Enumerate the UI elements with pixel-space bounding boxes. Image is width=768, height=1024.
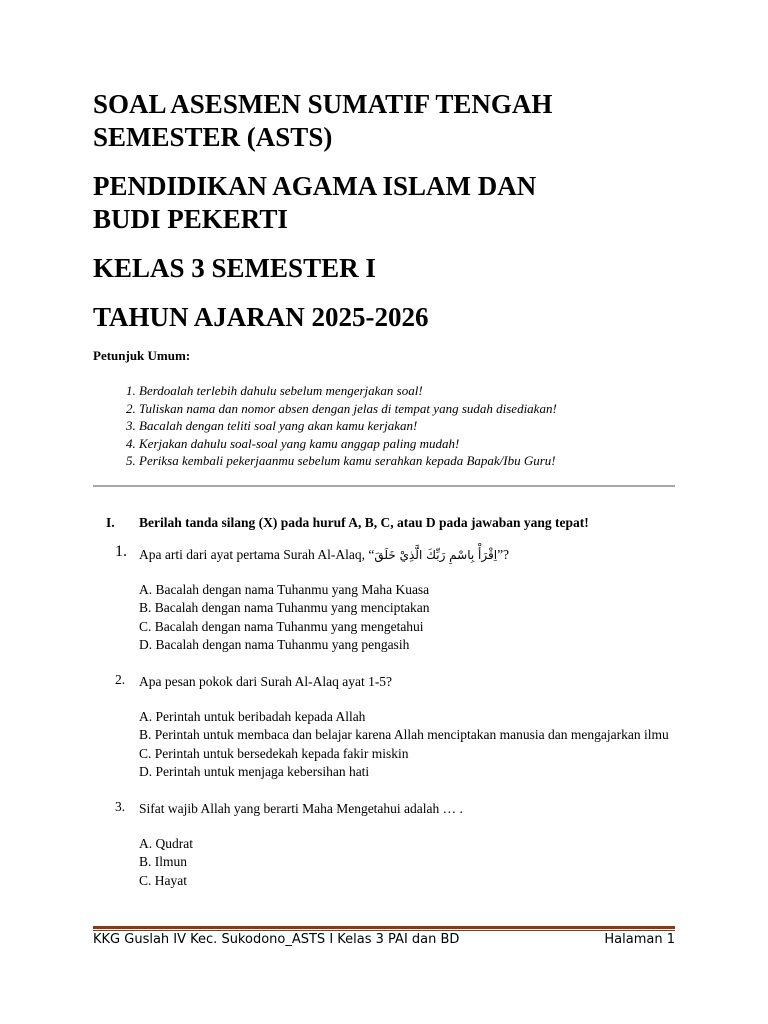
title-line-1: SOAL ASESMEN SUMATIF TENGAH SEMESTER (ASTS)	[93, 89, 553, 152]
instruction-item: 3. Bacalah dengan teliti soal yang akan kamu kerjakan!	[139, 417, 675, 435]
answer-option[interactable]: B. Perintah untuk membaca dan belajar karena Allah menciptakan manusia dan mengajarkan ilmu	[139, 727, 669, 742]
question-2	[93, 672, 675, 782]
question-text-after: ”?	[497, 546, 510, 562]
instruction-item: 5. Periksa kembali pekerjaanmu sebelum kamu serahkan kepada Bapak/Ibu Guru!	[139, 452, 675, 470]
answer-option[interactable]: B. Ilmun	[139, 854, 188, 869]
title-line-3: KELAS 3 SEMESTER I	[93, 253, 376, 283]
instruction-item: 4. Kerjakan dahulu soal-soal yang kamu anggap paling mudah!	[139, 435, 675, 453]
answer-option[interactable]: A. Bacalah dengan nama Tuhanmu yang Maha Kuasa	[139, 581, 430, 597]
answer-options	[139, 835, 675, 891]
section-instruction: Berilah tanda silang (X) pada huruf A, B, C, atau D pada jawaban yang tepat!	[139, 514, 589, 530]
question-number: 2.	[115, 671, 126, 687]
instructions-label: Petunjuk Umum:	[93, 348, 191, 363]
title-line-4: TAHUN AJARAN 2025-2026	[93, 302, 429, 332]
question-text: Sifat wajib Allah yang berarti Maha Mengetahui adalah … .	[139, 800, 463, 816]
section-divider	[93, 485, 675, 487]
section-heading	[93, 515, 675, 531]
arabic-verse: اِقْرَأْ بِاسْمِ رَبِّكَ الَّذِيْ خَلَقَ	[374, 547, 498, 562]
title-line-2: PENDIDIKAN AGAMA ISLAM DAN BUDI PEKERTI	[93, 171, 537, 234]
answer-options	[139, 708, 675, 782]
answer-options	[139, 581, 675, 655]
page-number: Halaman 1	[604, 932, 675, 947]
instructions-list	[93, 382, 675, 470]
footer-left-text: KKG Guslah IV Kec. Sukodono_ASTS I Kelas 3 PAI dan BD	[93, 932, 460, 947]
answer-option[interactable]: A. Qudrat	[139, 835, 193, 851]
answer-option[interactable]: B. Bacalah dengan nama Tuhanmu yang menciptakan	[139, 600, 430, 615]
question-text	[139, 545, 675, 565]
answer-option[interactable]: D. Bacalah dengan nama Tuhanmu yang pengasih	[139, 637, 410, 652]
answer-option[interactable]: C. Bacalah dengan nama Tuhanmu yang mengetahui	[139, 618, 424, 634]
footer-rule-thick	[93, 926, 675, 929]
document-page	[93, 88, 675, 907]
footer-rule-thin	[93, 930, 675, 931]
question-text: Apa pesan pokok dari Surah Al-Alaq ayat 1-5?	[139, 673, 393, 689]
answer-option[interactable]: C. Hayat	[139, 872, 187, 888]
question-3	[93, 799, 675, 891]
answer-option[interactable]: A. Perintah untuk beribadah kepada Allah	[139, 708, 366, 724]
answer-option[interactable]: C. Perintah untuk bersedekah kepada fakir miskin	[139, 745, 409, 761]
page-footer	[93, 932, 675, 947]
question-number: 1.	[115, 542, 127, 560]
question-1	[93, 542, 675, 655]
instruction-item: 2. Tuliskan nama dan nomor absen dengan jelas di tempat yang sudah disediakan!	[139, 400, 675, 418]
section-number: I.	[106, 514, 115, 530]
question-number: 3.	[115, 798, 126, 814]
answer-option[interactable]: D. Perintah untuk menjaga kebersihan hati	[139, 764, 370, 779]
instruction-item: 1. Berdoalah terlebih dahulu sebelum mengerjakan soal!	[139, 382, 675, 400]
question-text-before: Apa arti dari ayat pertama Surah Al-Alaq, “	[139, 546, 375, 562]
